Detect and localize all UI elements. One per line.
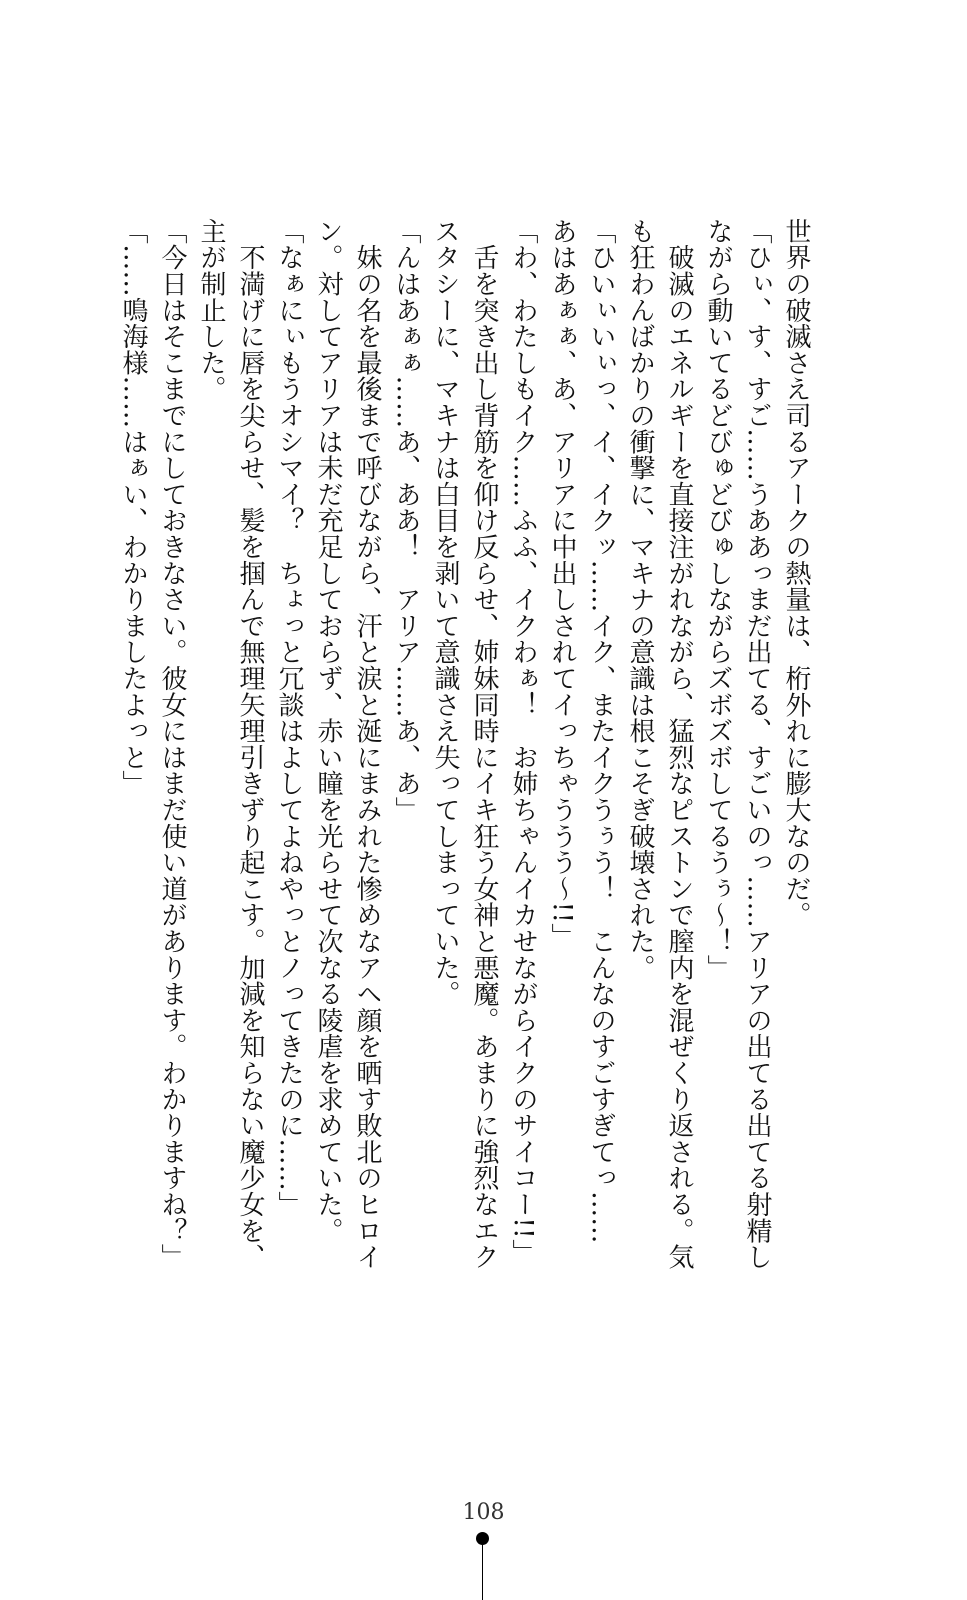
text-line: 不満げに唇を尖らせ、髪を掴んで無理矢理引きずり起こす。加減を知らない魔少女を、 (235, 218, 265, 1270)
text-line: 「今日はそこまでにしておきなさい。彼女にはまだ使い道があります。わかりますね？」 (157, 218, 187, 1270)
text-line: 「ひぃ、す、すご……うああっまだ出てる、すごいのっ……アリアの出てる出てる射精し (742, 218, 772, 1270)
text-line: 「……鳴海様……はぁい、わかりましたよっと」 (118, 218, 148, 797)
text-line: 破滅のエネルギーを直接注がれながら、猛烈なピストンで膣内を混ぜくり返される。気 (664, 218, 694, 1270)
text-line: 「わ、わたしもイク……ふふ、イクわぁ！ お姉ちゃんイカせながらイクのサイコー!!」 (508, 218, 538, 1266)
page-number: 108 (462, 1500, 505, 1525)
text-line: 主が制止した。 (196, 218, 226, 403)
text-line: スタシーに、マキナは白目を剥いて意識さえ失ってしまっていた。 (430, 218, 460, 1007)
text-line: 「んはあぁぁ……あ、ああ！ アリア……あ、あ」 (391, 218, 421, 823)
body-text (118, 218, 815, 1318)
text-line: 世界の破滅さえ司るアークの熱量は、桁外れに膨大なのだ。 (781, 218, 811, 929)
text-line: 「なぁにぃもうオシマイ？ ちょっと冗談はよしてよねやっとノってきたのに……」 (274, 218, 304, 1218)
text-line: ながら動いてるどびゅどびゅしながらズボズボしてるうぅ〜！」 (703, 218, 733, 981)
text-line: ン。対してアリアは未だ充足しておらず、赤い瞳を光らせて次なる陵虐を求めていた。 (313, 218, 343, 1244)
text-line: あはあぁぁ、あ、アリアに中出しされてイっちゃううう〜!!」 (547, 218, 577, 950)
text-line: も狂わんばかりの衝撃に、マキナの意識は根こそぎ破壊された。 (625, 218, 655, 981)
text-line: 「ひいぃいぃっ、イ、イクッ……イク、またイクうぅう！ こんなのすごすぎてっ…… (586, 218, 616, 1244)
text-line: 妹の名を最後まで呼びながら、汗と涙と涎にまみれた惨めなアヘ顔を晒す敗北のヒロイ (352, 218, 382, 1270)
folio-line (482, 1542, 483, 1600)
text-line: 舌を突き出し背筋を仰け反らせ、姉妹同時にイキ狂う女神と悪魔。あまりに強烈なエク (469, 218, 499, 1270)
